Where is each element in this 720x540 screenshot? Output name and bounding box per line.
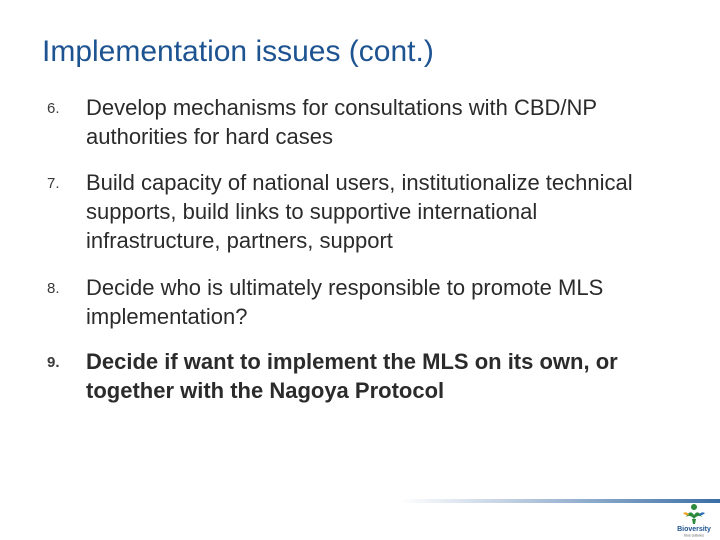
slide-title: Implementation issues (cont.) bbox=[42, 35, 434, 68]
item-text: Decide if want to implement the MLS on its own, or together with the Nagoya Protocol bbox=[86, 349, 618, 403]
item-number: 9. bbox=[47, 354, 60, 371]
bioversity-logo-icon bbox=[672, 501, 716, 538]
logo-tagline: bios cultures bbox=[684, 533, 704, 538]
item-text: Develop mechanisms for consultations with CBD/NP authorities for hard cases bbox=[86, 95, 597, 149]
item-text: Build capacity of national users, institutionalize technical supports, build links to supportive international infrastructure, partners, support bbox=[86, 170, 633, 253]
logo-wordmark: Bioversity bbox=[677, 526, 711, 533]
item-number: 6. bbox=[47, 100, 60, 117]
item-text: Decide who is ultimately responsible to promote MLS implementation? bbox=[86, 275, 604, 329]
item-number: 7. bbox=[47, 175, 60, 192]
item-number: 8. bbox=[47, 280, 60, 297]
